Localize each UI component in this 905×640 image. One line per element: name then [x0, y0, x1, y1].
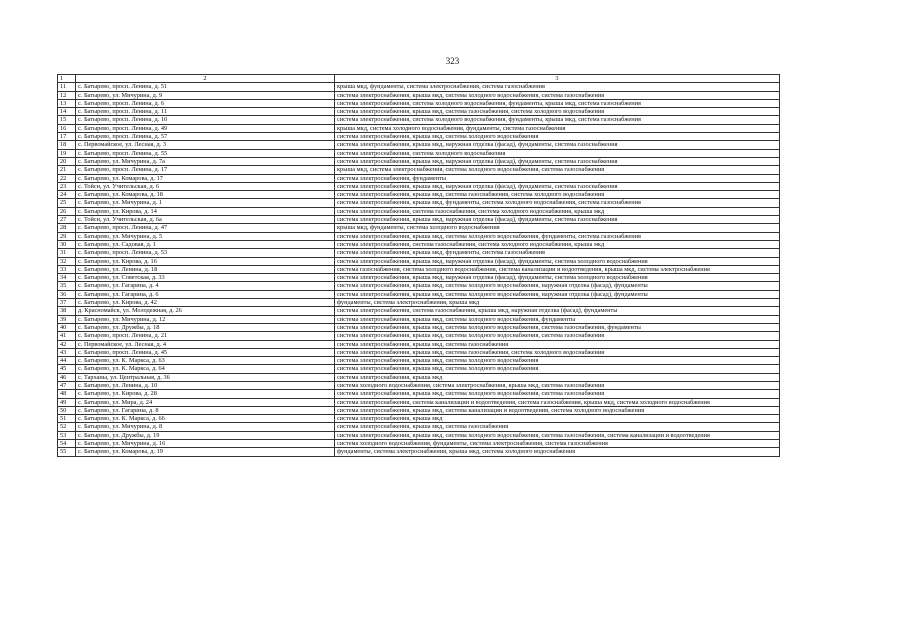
row-address: с. Батырево, ул. Кирова, д. 16 — [76, 257, 335, 265]
row-works: система электроснабжения, система канализации и водоотведения, система газоснабжения, крыша мкд, система холодного водоснабжения — [335, 398, 780, 406]
row-number: 39 — [58, 315, 76, 323]
row-number: 43 — [58, 348, 76, 356]
row-number: 27 — [58, 216, 76, 224]
table-row — [58, 415, 780, 423]
row-works: система электроснабжения, крыша мкд, система холодного водоснабжения, система газоснабжения, система канализации и водоотведения — [335, 431, 780, 439]
row-number: 47 — [58, 381, 76, 389]
row-address: с. Батырево, ул. Мичурина, д. 7а — [76, 157, 335, 165]
table-row — [58, 216, 780, 224]
table-row — [58, 133, 780, 141]
row-works: система электроснабжения, система газоснабжения, крыша мкд, наружная отделка (фасад), фундаменты — [335, 307, 780, 315]
row-address: с. Батырево, ул. Гагарина, д. 6 — [76, 290, 335, 298]
row-number: 13 — [58, 99, 76, 107]
row-number: 55 — [58, 448, 76, 456]
row-address: с. Первомайское, ул. Лесная, д. 3 — [76, 141, 335, 149]
row-works: система электроснабжения, крыша мкд, наружная отделка (фасад), фундаменты, система газоснабжения — [335, 182, 780, 190]
row-works: система электроснабжения, крыша мкд, система холодного водоснабжения, система газоснабжения — [335, 390, 780, 398]
row-works: система электроснабжения, система газоснабжения, система холодного водоснабжения, крыша мкд — [335, 240, 780, 248]
table-row — [58, 373, 780, 381]
row-address: с. Батырево, ул. Комарова, д. 19 — [76, 448, 335, 456]
table-row — [58, 340, 780, 348]
row-address: с. Батырево, ул. Садовая, д. 1 — [76, 240, 335, 248]
row-number: 25 — [58, 199, 76, 207]
row-works: система электроснабжения, крыша мкд, система холодного водоснабжения, система газоснабжения — [335, 332, 780, 340]
row-number: 17 — [58, 133, 76, 141]
row-works: система электроснабжения, крыша мкд, система холодного водоснабжения, фундаменты, система газоснабжения — [335, 232, 780, 240]
row-works: система электроснабжения, крыша мкд, система холодного водоснабжения, фундаменты — [335, 315, 780, 323]
row-address: с. Батырево, просп. Ленина, д. 51 — [76, 83, 335, 91]
row-number: 51 — [58, 415, 76, 423]
row-address: с. Батырево, ул. К. Маркса, д. 64 — [76, 365, 335, 373]
row-address: с. Батырево, ул. Кирова, д. 14 — [76, 207, 335, 215]
row-number: 54 — [58, 440, 76, 448]
row-address: с. Батырево, ул. Советская, д. 33 — [76, 274, 335, 282]
row-number: 26 — [58, 207, 76, 215]
row-address: с. Тойси, ул. Учительская, д. 6а — [76, 216, 335, 224]
table-row — [58, 274, 780, 282]
row-address: с. Тарханы, ул. Центральная, д. 36 — [76, 373, 335, 381]
row-works: система электроснабжения, крыша мкд, система холодного водоснабжения, наружная отделка (фасад), фундаменты — [335, 282, 780, 290]
row-address: с. Батырево, ул. Мичурина, д. 1 — [76, 199, 335, 207]
row-works: система электроснабжения, крыша мкд, система газоснабжения — [335, 423, 780, 431]
page-number: 323 — [445, 56, 460, 66]
row-works: система холодного водоснабжения, фундаменты, система электроснабжения, система газоснабжения — [335, 440, 780, 448]
row-address: с. Батырево, просп. Ленина, д. 10 — [76, 116, 335, 124]
row-number: 40 — [58, 323, 76, 331]
table-row — [58, 299, 780, 307]
row-works: система электроснабжения, крыша мкд, система газоснабжения, система холодного водоснабжения — [335, 348, 780, 356]
table-row — [58, 381, 780, 389]
table-row — [58, 398, 780, 406]
row-number: 53 — [58, 431, 76, 439]
row-number: 52 — [58, 423, 76, 431]
row-works: система электроснабжения, крыша мкд, система холодного водоснабжения — [335, 357, 780, 365]
row-number: 19 — [58, 149, 76, 157]
table-row — [58, 199, 780, 207]
table-row — [58, 83, 780, 91]
row-number: 11 — [58, 83, 76, 91]
header-cell-works: 3 — [335, 75, 780, 83]
table-row — [58, 166, 780, 174]
row-address: с. Батырево, ул. Мичурина, д. 9 — [76, 91, 335, 99]
row-works: крыша мкд, фундаменты, система холодного водоснабжения — [335, 224, 780, 232]
table-header-row — [58, 75, 780, 83]
row-address: с. Батырево, ул. Ленина, д. 18 — [76, 265, 335, 273]
row-works: система электроснабжения, система газоснабжения, система холодного водоснабжения, крыша мкд — [335, 207, 780, 215]
row-address: с. Батырево, ул. Дружбы, д. 19 — [76, 431, 335, 439]
row-address: с. Батырево, просп. Ленина, д. 53 — [76, 249, 335, 257]
row-address: с. Батырево, просп. Ленина, д. 57 — [76, 133, 335, 141]
row-number: 36 — [58, 290, 76, 298]
table-row — [58, 257, 780, 265]
row-works: система газоснабжения, система холодного водоснабжения, система канализации и водоотведения, крыша мкд, система электроснабжения — [335, 265, 780, 273]
table-row — [58, 174, 780, 182]
row-number: 42 — [58, 340, 76, 348]
row-number: 15 — [58, 116, 76, 124]
row-number: 48 — [58, 390, 76, 398]
row-number: 35 — [58, 282, 76, 290]
table-row — [58, 431, 780, 439]
row-address: с. Батырево, ул. Мичурина, д. 5 — [76, 232, 335, 240]
table-row — [58, 290, 780, 298]
table-row — [58, 108, 780, 116]
row-address: с. Батырево, ул. Гагарина, д. 8 — [76, 406, 335, 414]
buildings-table — [57, 74, 780, 457]
row-works: система электроснабжения, крыша мкд, система холодного водоснабжения, наружная отделка (фасад), фундаменты — [335, 290, 780, 298]
row-works: система электроснабжения, крыша мкд — [335, 415, 780, 423]
row-number: 31 — [58, 249, 76, 257]
row-address: с. Батырево, просп. Ленина, д. 45 — [76, 348, 335, 356]
row-works: система электроснабжения, система холодного водоснабжения, фундаменты, крыша мкд, система газоснабжения — [335, 99, 780, 107]
row-number: 49 — [58, 398, 76, 406]
row-address: с. Батырево, просп. Ленина, д. 6 — [76, 99, 335, 107]
row-address: с. Тойси, ул. Учительская, д. 6 — [76, 182, 335, 190]
table-row — [58, 365, 780, 373]
row-number: 41 — [58, 332, 76, 340]
table-row — [58, 232, 780, 240]
row-works: система электроснабжения, крыша мкд, наружная отделка (фасад), фундаменты, система холодного водоснабжения — [335, 257, 780, 265]
row-address: с. Батырево, ул. Мичурина, д. 16 — [76, 440, 335, 448]
row-works: крыша мкд, фундаменты, система электроснабжения, система газоснабжения — [335, 83, 780, 91]
row-works: система электроснабжения, крыша мкд, система холодного водоснабжения — [335, 365, 780, 373]
table-row — [58, 406, 780, 414]
row-address: с. Батырево, просп. Ленина, д. 47 — [76, 224, 335, 232]
row-number: 50 — [58, 406, 76, 414]
row-works: система электроснабжения, фундаменты — [335, 174, 780, 182]
table-row — [58, 207, 780, 215]
row-works: система электроснабжения, крыша мкд, система холодного водоснабжения, система газоснабжения, фундаменты — [335, 323, 780, 331]
row-address: с. Батырево, ул. Гагарина, д. 4 — [76, 282, 335, 290]
row-works: крыша мкд, система холодного водоснабжения, фундаменты, система газоснабжения — [335, 124, 780, 132]
row-number: 33 — [58, 265, 76, 273]
table-row — [58, 116, 780, 124]
row-number: 45 — [58, 365, 76, 373]
row-address: с. Батырево, просп. Ленина, д. 21 — [76, 332, 335, 340]
table-row — [58, 448, 780, 456]
row-works: система электроснабжения, крыша мкд, система газоснабжения, система холодного водоснабжения — [335, 108, 780, 116]
row-number: 20 — [58, 157, 76, 165]
table-row — [58, 423, 780, 431]
table-row — [58, 124, 780, 132]
row-number: 22 — [58, 174, 76, 182]
table-row — [58, 357, 780, 365]
header-cell-number: 1 — [58, 75, 76, 83]
row-works: система электроснабжения, крыша мкд, система газоснабжения, система холодного водоснабжения — [335, 191, 780, 199]
row-number: 32 — [58, 257, 76, 265]
row-works: система электроснабжения, система холодного водоснабжения — [335, 149, 780, 157]
row-number: 28 — [58, 224, 76, 232]
row-address: с. Батырево, ул. Ленина, д. 10 — [76, 381, 335, 389]
row-address: с. Батырево, просп. Ленина, д. 55 — [76, 149, 335, 157]
row-number: 37 — [58, 299, 76, 307]
table-row — [58, 224, 780, 232]
row-address: с. Батырево, просп. Ленина, д. 11 — [76, 108, 335, 116]
row-number: 14 — [58, 108, 76, 116]
row-number: 38 — [58, 307, 76, 315]
row-works: система электроснабжения, крыша мкд, наружная отделка (фасад), фундаменты, система газоснабжения — [335, 216, 780, 224]
row-works: система электроснабжения, крыша мкд, система канализации и водоотведения, система холодного водоснабжения — [335, 406, 780, 414]
row-address: с. Батырево, ул. Мичурина, д. 12 — [76, 315, 335, 323]
header-cell-address: 2 — [76, 75, 335, 83]
row-works: крыша мкд, система электроснабжения, система холодного водоснабжения, система газоснабжения — [335, 166, 780, 174]
row-address: с. Батырево, ул. Комарова, д. 17 — [76, 174, 335, 182]
row-address: с. Батырево, ул. К. Маркса, д. 63 — [76, 357, 335, 365]
row-number: 46 — [58, 373, 76, 381]
table-row — [58, 249, 780, 257]
row-works: система электроснабжения, крыша мкд, система газоснабжения — [335, 340, 780, 348]
row-number: 16 — [58, 124, 76, 132]
row-works: система электроснабжения, крыша мкд — [335, 373, 780, 381]
row-works: система электроснабжения, крыша мкд, фундаменты, система холодного водоснабжения, система газоснабжения — [335, 199, 780, 207]
table-row — [58, 307, 780, 315]
row-works: система электроснабжения, крыша мкд, наружная отделка (фасад), фундаменты, система газоснабжения — [335, 141, 780, 149]
table-row — [58, 240, 780, 248]
row-number: 30 — [58, 240, 76, 248]
table-row — [58, 191, 780, 199]
row-number: 34 — [58, 274, 76, 282]
table-row — [58, 91, 780, 99]
row-address: с. Батырево, просп. Ленина, д. 17 — [76, 166, 335, 174]
row-number: 23 — [58, 182, 76, 190]
row-address: с. Батырево, ул. Кирова, д. 42 — [76, 299, 335, 307]
row-address: с. Батырево, просп. Ленина, д. 49 — [76, 124, 335, 132]
table-row — [58, 141, 780, 149]
table-row — [58, 440, 780, 448]
row-address: с. Первомайское, ул. Лесная, д. 4 — [76, 340, 335, 348]
table-row — [58, 323, 780, 331]
table-body — [58, 75, 780, 457]
row-number: 24 — [58, 191, 76, 199]
row-address: с. Батырево, ул. К. Маркса, д. 66 — [76, 415, 335, 423]
row-number: 12 — [58, 91, 76, 99]
row-works: система электроснабжения, крыша мкд, наружная отделка (фасад), фундаменты, система холодного водоснабжения — [335, 274, 780, 282]
row-address: с. Батырево, ул. Комарова, д. 18 — [76, 191, 335, 199]
row-address: с. Батырево, ул. Мичурина, д. 8 — [76, 423, 335, 431]
row-address: с. Батырево, ул. Кирова, д. 28 — [76, 390, 335, 398]
row-works: фундаменты, система электроснабжения, крыша мкд — [335, 299, 780, 307]
row-address: с. Батырево, ул. Дружбы, д. 18 — [76, 323, 335, 331]
table-row — [58, 332, 780, 340]
row-works: система электроснабжения, крыша мкд, фундаменты, система газоснабжения — [335, 249, 780, 257]
table-row — [58, 282, 780, 290]
row-works: система электроснабжения, крыша мкд, система холодного водоснабжения — [335, 133, 780, 141]
table-row — [58, 157, 780, 165]
row-number: 44 — [58, 357, 76, 365]
row-address: д. Красномайск, ул. Молодежная, д. 26 — [76, 307, 335, 315]
row-number: 29 — [58, 232, 76, 240]
row-works: система электроснабжения, крыша мкд, система холодного водоснабжения, система газоснабжения — [335, 91, 780, 99]
row-works: система электроснабжения, крыша мкд, наружная отделка (фасад), фундаменты, система газоснабжения — [335, 157, 780, 165]
row-works: система электроснабжения, система холодного водоснабжения, фундаменты, крыша мкд, система газоснабжения — [335, 116, 780, 124]
table-row — [58, 149, 780, 157]
table-row — [58, 265, 780, 273]
table-row — [58, 315, 780, 323]
row-number: 18 — [58, 141, 76, 149]
table-row — [58, 182, 780, 190]
row-address: с. Батырево, ул. Мира, д. 24 — [76, 398, 335, 406]
table-row — [58, 390, 780, 398]
row-works: система холодного водоснабжения, система электроснабжения, крыша мкд, система газоснабжения — [335, 381, 780, 389]
row-number: 21 — [58, 166, 76, 174]
table-row — [58, 99, 780, 107]
row-works: фундаменты, система электроснабжения, крыша мкд, система холодного водоснабжения — [335, 448, 780, 456]
table-row — [58, 348, 780, 356]
